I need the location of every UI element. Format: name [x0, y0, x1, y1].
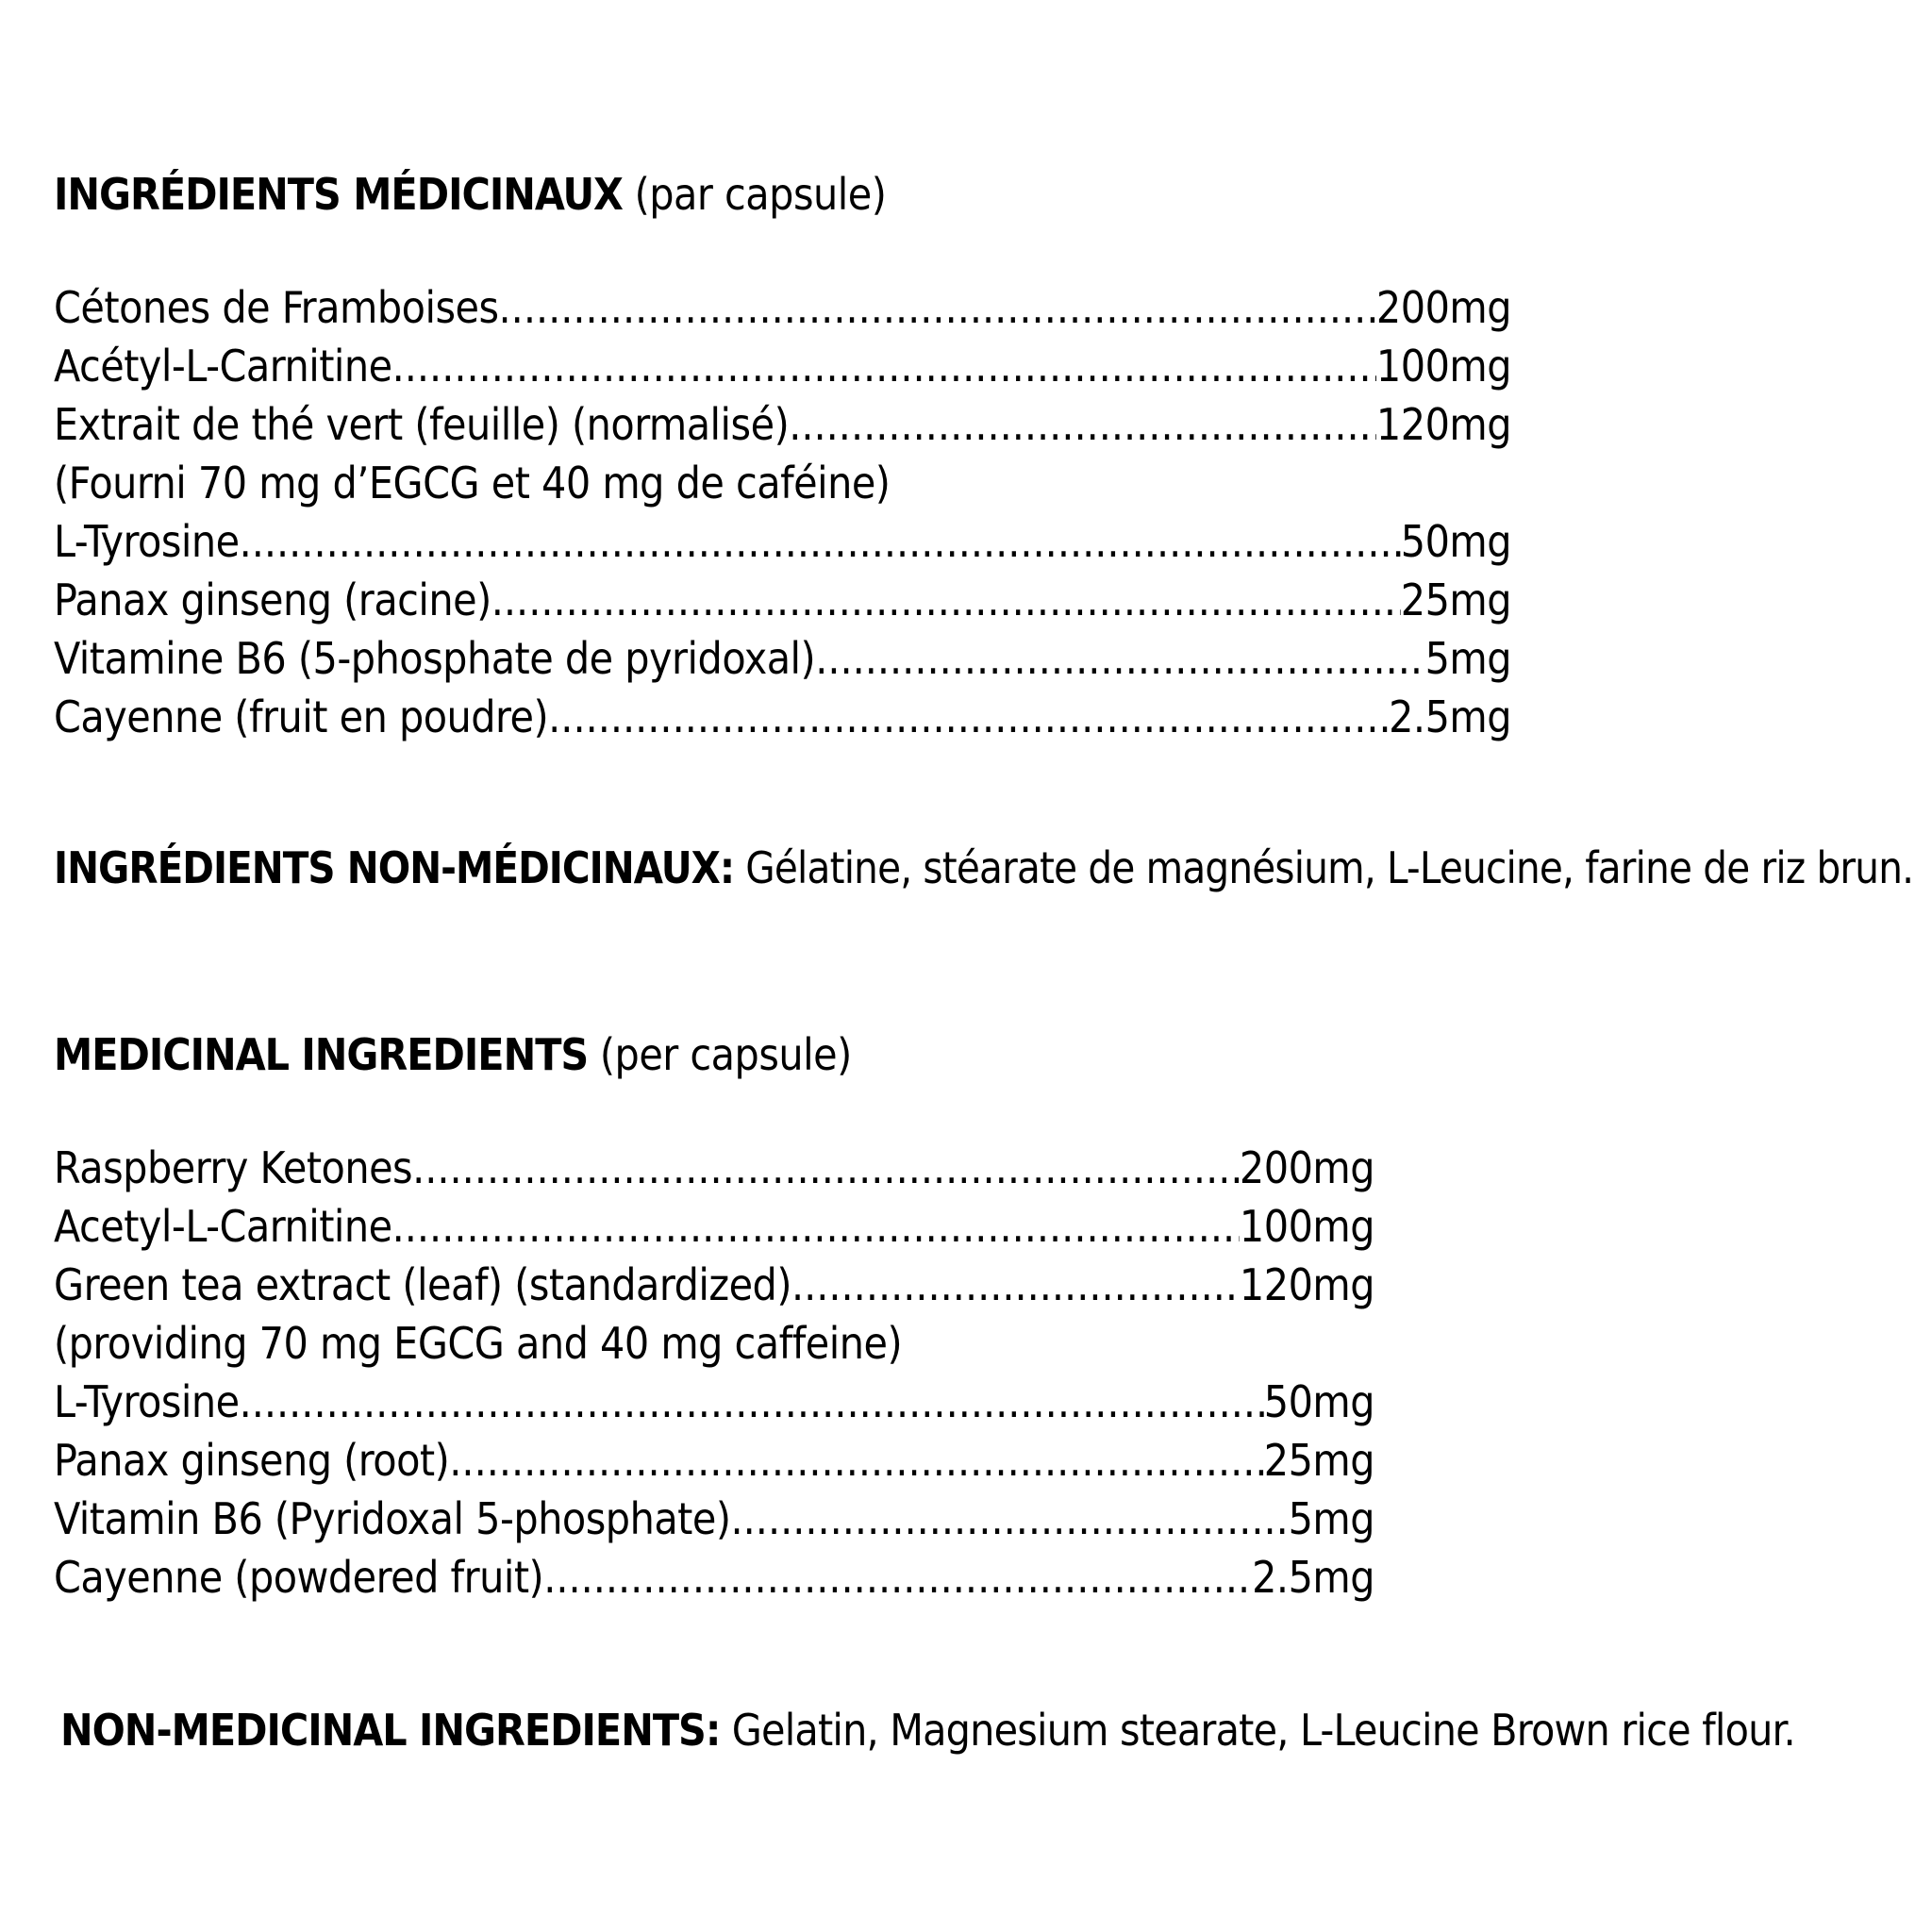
dot-leader: [449, 1431, 1263, 1490]
ingredient-amount: 2.5mg: [1252, 1552, 1374, 1603]
ingredient-note-text: (providing 70 mg EGCG and 40 mg caffeine): [54, 1318, 903, 1369]
ingredient-amount: 50mg: [1263, 1376, 1374, 1427]
ingredient-name: Cayenne (powdered fruit): [54, 1552, 544, 1603]
en-ingredient-row: [54, 1548, 1374, 1607]
en-nonmedicinal-text: Gelatin, Magnesium stearate, L-Leucine Brown rice flour.: [731, 1705, 1795, 1756]
dot-leader: [392, 1197, 1240, 1256]
ingredient-name: Cétones de Framboises: [54, 282, 499, 333]
en-ingredient-row: [54, 1490, 1374, 1548]
dot-leader: [392, 337, 1376, 395]
ingredient-amount: 120mg: [1375, 399, 1511, 450]
dot-leader: [791, 1256, 1240, 1314]
ingredient-name: Vitamine B6 (5-phosphate de pyridoxal): [54, 633, 816, 684]
ingredient-name: L-Tyrosine: [54, 516, 240, 567]
en-ingredient-row: [54, 1197, 1374, 1256]
dot-leader: [548, 688, 1389, 746]
ingredient-name: L-Tyrosine: [54, 1376, 240, 1427]
ingredient-name: Acétyl-L-Carnitine: [54, 341, 392, 391]
fr-medicinal-heading: [54, 168, 886, 221]
ingredient-amount: 5mg: [1288, 1493, 1374, 1544]
en-ingredient-row: [54, 1256, 1374, 1314]
fr-ingredient-note: [54, 454, 1511, 512]
ingredient-note-text: (Fourni 70 mg d’EGCG et 40 mg de caféine): [54, 458, 891, 508]
fr-nonmedicinal-text: Gélatine, stéarate de magnésium, L-Leucine, farine de riz brun.: [745, 842, 1914, 893]
fr-ingredient-row: [54, 512, 1511, 571]
ingredient-amount: 200mg: [1239, 1142, 1374, 1193]
ingredient-name: Panax ginseng (racine): [54, 575, 491, 625]
dot-leader: [240, 512, 1401, 571]
ingredient-amount: 100mg: [1239, 1201, 1374, 1252]
fr-nonmedicinal-line: [54, 841, 1913, 894]
ingredient-amount: 25mg: [1400, 575, 1511, 625]
ingredient-name: Acetyl-L-Carnitine: [54, 1201, 392, 1252]
fr-ingredient-row: [54, 395, 1511, 454]
ingredient-amount: 50mg: [1400, 516, 1511, 567]
en-medicinal-heading-title: MEDICINAL INGREDIENTS: [54, 1029, 589, 1080]
dot-leader: [731, 1490, 1289, 1548]
dot-leader: [240, 1373, 1264, 1431]
fr-nonmedicinal-title: INGRÉDIENTS NON-MÉDICINAUX:: [54, 842, 735, 893]
dot-leader: [412, 1139, 1240, 1197]
dot-leader: [815, 629, 1424, 688]
dot-leader: [543, 1548, 1252, 1607]
en-nonmedicinal-line: [60, 1704, 1795, 1757]
ingredient-name: Cayenne (fruit en poudre): [54, 691, 549, 742]
ingredient-amount: 200mg: [1375, 282, 1511, 333]
dot-leader: [499, 278, 1376, 337]
en-ingredient-note: [54, 1314, 1374, 1373]
fr-ingredient-row: [54, 337, 1511, 395]
en-ingredient-row: [54, 1373, 1374, 1431]
en-nonmedicinal-title: NON-MEDICINAL INGREDIENTS:: [60, 1705, 721, 1756]
en-medicinal-heading-subtitle: (per capsule): [599, 1029, 852, 1080]
ingredient-amount: 2.5mg: [1389, 691, 1511, 742]
ingredient-name: Vitamin B6 (Pyridoxal 5-phosphate): [54, 1493, 731, 1544]
fr-ingredient-row: [54, 278, 1511, 337]
ingredient-amount: 120mg: [1239, 1259, 1374, 1310]
ingredient-name: Extrait de thé vert (feuille) (normalisé): [54, 399, 790, 450]
fr-ingredient-row: [54, 571, 1511, 629]
ingredient-amount: 100mg: [1375, 341, 1511, 391]
ingredient-name: Raspberry Ketones: [54, 1142, 413, 1193]
en-ingredient-list: [54, 1139, 1374, 1607]
ingredient-amount: 25mg: [1263, 1435, 1374, 1486]
fr-ingredient-row: [54, 688, 1511, 746]
en-medicinal-heading: [54, 1028, 852, 1081]
ingredient-name: Green tea extract (leaf) (standardized): [54, 1259, 791, 1310]
fr-ingredient-list: [54, 278, 1511, 746]
en-ingredient-row: [54, 1139, 1374, 1197]
ingredient-name: Panax ginseng (root): [54, 1435, 450, 1486]
fr-ingredient-row: [54, 629, 1511, 688]
dot-leader: [789, 395, 1376, 454]
en-ingredient-row: [54, 1431, 1374, 1490]
ingredient-amount: 5mg: [1424, 633, 1511, 684]
dot-leader: [491, 571, 1401, 629]
fr-medicinal-heading-title: INGRÉDIENTS MÉDICINAUX: [54, 169, 623, 220]
fr-medicinal-heading-subtitle: (par capsule): [634, 169, 887, 220]
